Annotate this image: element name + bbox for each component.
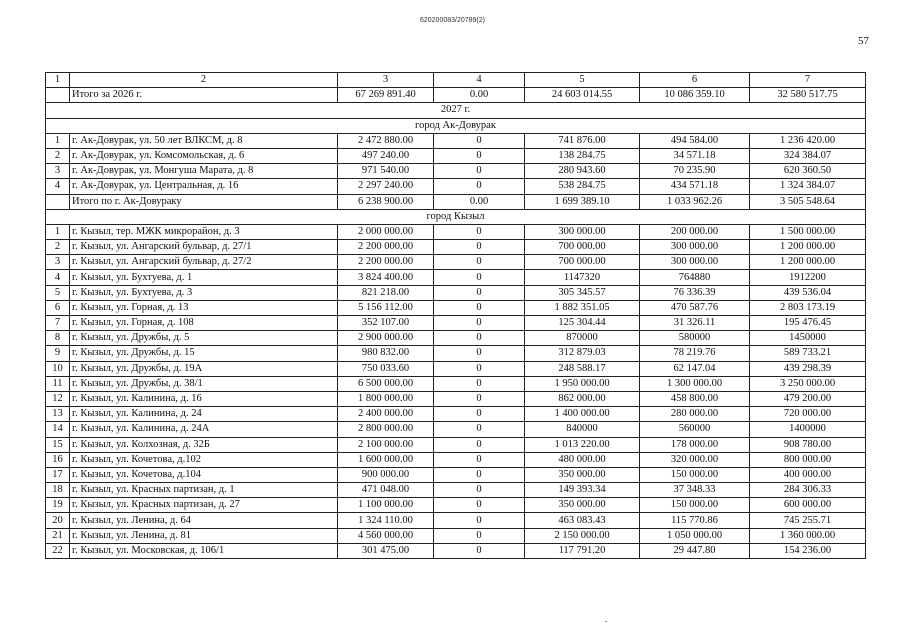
value-cell: 0 — [434, 346, 525, 361]
value-cell: 1 800 000.00 — [338, 391, 434, 406]
value-cell: 320 000.00 — [640, 452, 750, 467]
address-cell: г. Ак-Довурак, ул. Комсомольская, д. 6 — [70, 148, 338, 163]
value-cell: 980 832.00 — [338, 346, 434, 361]
address-cell: г. Кызыл, ул. Красных партизан, д. 27 — [70, 498, 338, 513]
value-cell: 284 306.33 — [750, 483, 866, 498]
value-cell: 34 571.18 — [640, 148, 750, 163]
value-cell: 10 086 359.10 — [640, 88, 750, 103]
value-cell: 0 — [434, 164, 525, 179]
value-cell: 78 219.76 — [640, 346, 750, 361]
city-heading: город Ак-Довурак — [46, 118, 866, 133]
table-row — [46, 498, 866, 513]
value-cell: 0 — [434, 483, 525, 498]
address-cell: г. Ак-Довурак, ул. 50 лет ВЛКСМ, д. 8 — [70, 133, 338, 148]
value-cell: 0 — [434, 407, 525, 422]
value-cell: 458 800.00 — [640, 391, 750, 406]
value-cell: 764880 — [640, 270, 750, 285]
address-cell: г. Кызыл, ул. Ангарский бульвар, д. 27/2 — [70, 255, 338, 270]
address-cell: г. Кызыл, ул. Горная, д. 13 — [70, 300, 338, 315]
value-cell: 1 033 962.26 — [640, 194, 750, 209]
value-cell: 439 536.04 — [750, 285, 866, 300]
value-cell: 434 571.18 — [640, 179, 750, 194]
value-cell: 0 — [434, 498, 525, 513]
row-number-cell: 3 — [46, 164, 70, 179]
value-cell: 301 475.00 — [338, 543, 434, 558]
total-label: Итого по г. Ак-Довураку — [70, 194, 338, 209]
row-number-cell: 3 — [46, 255, 70, 270]
value-cell: 5 156 112.00 — [338, 300, 434, 315]
row-number-cell: 7 — [46, 316, 70, 331]
row-number-cell: 4 — [46, 270, 70, 285]
row-number-cell: 12 — [46, 391, 70, 406]
value-cell: 700 000.00 — [525, 240, 640, 255]
value-cell: 0 — [434, 391, 525, 406]
value-cell: 0 — [434, 543, 525, 558]
year-heading-row — [46, 103, 866, 118]
table-row — [46, 331, 866, 346]
value-cell: 0 — [434, 240, 525, 255]
table-row — [46, 285, 866, 300]
value-cell: 0 — [434, 285, 525, 300]
table-row — [46, 300, 866, 315]
value-cell: 1 950 000.00 — [525, 376, 640, 391]
value-cell: 6 238 900.00 — [338, 194, 434, 209]
value-cell: 0 — [434, 255, 525, 270]
value-cell: 0 — [434, 148, 525, 163]
row-number-cell: 22 — [46, 543, 70, 558]
value-cell: 1 200 000.00 — [750, 255, 866, 270]
value-cell: 0 — [434, 316, 525, 331]
value-cell: 463 083.43 — [525, 513, 640, 528]
address-cell: г. Кызыл, ул. Ангарский бульвар, д. 27/1 — [70, 240, 338, 255]
address-cell: г. Кызыл, ул. Калинина, д. 16 — [70, 391, 338, 406]
address-cell: г. Кызыл, ул. Калинина, д. 24 — [70, 407, 338, 422]
value-cell: 1147320 — [525, 270, 640, 285]
value-cell: 138 284.75 — [525, 148, 640, 163]
row-number-cell: 21 — [46, 528, 70, 543]
value-cell: 1 013 220.00 — [525, 437, 640, 452]
value-cell: 280 943.60 — [525, 164, 640, 179]
value-cell: 24 603 014.55 — [525, 88, 640, 103]
address-cell: г. Кызыл, ул. Горная, д. 108 — [70, 316, 338, 331]
value-cell: 1 300 000.00 — [640, 376, 750, 391]
value-cell: 471 048.00 — [338, 483, 434, 498]
value-cell: 0 — [434, 133, 525, 148]
value-cell: 1 236 420.00 — [750, 133, 866, 148]
value-cell: 280 000.00 — [640, 407, 750, 422]
row-number-cell: 19 — [46, 498, 70, 513]
value-cell: 305 345.57 — [525, 285, 640, 300]
col-number: 6 — [640, 73, 750, 88]
value-cell: 0 — [434, 270, 525, 285]
value-cell: 0 — [434, 437, 525, 452]
value-cell: 908 780.00 — [750, 437, 866, 452]
table-row — [46, 179, 866, 194]
value-cell: 479 200.00 — [750, 391, 866, 406]
document-id: 620200083/20789(2) — [419, 17, 485, 24]
value-cell: 1 324 110.00 — [338, 513, 434, 528]
col-number: 1 — [46, 73, 70, 88]
scan-mark — [605, 621, 607, 622]
value-cell: 2 900 000.00 — [338, 331, 434, 346]
value-cell: 0 — [434, 513, 525, 528]
table-row — [46, 528, 866, 543]
row-number-cell: 9 — [46, 346, 70, 361]
value-cell: 150 000.00 — [640, 467, 750, 482]
value-cell: 0 — [434, 361, 525, 376]
value-cell: 125 304.44 — [525, 316, 640, 331]
value-cell: 1450000 — [750, 331, 866, 346]
table-row — [46, 224, 866, 239]
value-cell: 1912200 — [750, 270, 866, 285]
row-number-cell — [46, 194, 70, 209]
table-row — [46, 376, 866, 391]
value-cell: 350 000.00 — [525, 498, 640, 513]
value-cell: 248 588.17 — [525, 361, 640, 376]
table-row — [46, 483, 866, 498]
table-row — [46, 422, 866, 437]
row-number-cell: 17 — [46, 467, 70, 482]
value-cell: 0 — [434, 452, 525, 467]
value-cell: 480 000.00 — [525, 452, 640, 467]
row-number-cell: 10 — [46, 361, 70, 376]
value-cell: 300 000.00 — [640, 240, 750, 255]
value-cell: 1 500 000.00 — [750, 224, 866, 239]
value-cell: 115 770.86 — [640, 513, 750, 528]
value-cell: 2 400 000.00 — [338, 407, 434, 422]
table-row — [46, 361, 866, 376]
row-number-cell: 14 — [46, 422, 70, 437]
value-cell: 800 000.00 — [750, 452, 866, 467]
col-number: 4 — [434, 73, 525, 88]
address-cell: г. Кызыл, ул. Кочетова, д.102 — [70, 452, 338, 467]
value-cell: 497 240.00 — [338, 148, 434, 163]
value-cell: 178 000.00 — [640, 437, 750, 452]
address-cell: г. Кызыл, ул. Дружбы, д. 38/1 — [70, 376, 338, 391]
value-cell: 870000 — [525, 331, 640, 346]
total-2026-row — [46, 88, 866, 103]
value-cell: 1 699 389.10 — [525, 194, 640, 209]
value-cell: 745 255.71 — [750, 513, 866, 528]
value-cell: 312 879.03 — [525, 346, 640, 361]
city-heading: город Кызыл — [46, 209, 866, 224]
value-cell: 1 200 000.00 — [750, 240, 866, 255]
value-cell: 720 000.00 — [750, 407, 866, 422]
address-cell: г. Кызыл, ул. Ленина, д. 64 — [70, 513, 338, 528]
page-number: 57 — [858, 35, 869, 47]
table-row — [46, 270, 866, 285]
value-cell: 741 876.00 — [525, 133, 640, 148]
value-cell: 439 298.39 — [750, 361, 866, 376]
value-cell: 1 050 000.00 — [640, 528, 750, 543]
address-cell: г. Кызыл, ул. Дружбы, д. 15 — [70, 346, 338, 361]
value-cell: 560000 — [640, 422, 750, 437]
row-number-cell: 6 — [46, 300, 70, 315]
value-cell: 470 587.76 — [640, 300, 750, 315]
row-number-cell: 20 — [46, 513, 70, 528]
table-row — [46, 513, 866, 528]
address-cell: г. Кызыл, тер. МЖК микрорайон, д. 3 — [70, 224, 338, 239]
address-cell: г. Кызыл, ул. Дружбы, д. 19А — [70, 361, 338, 376]
value-cell: 700 000.00 — [525, 255, 640, 270]
value-cell: 2 000 000.00 — [338, 224, 434, 239]
row-number-cell — [46, 88, 70, 103]
value-cell: 324 384.07 — [750, 148, 866, 163]
value-cell: 29 447.80 — [640, 543, 750, 558]
value-cell: 67 269 891.40 — [338, 88, 434, 103]
value-cell: 620 360.50 — [750, 164, 866, 179]
city-total-row — [46, 194, 866, 209]
col-number: 3 — [338, 73, 434, 88]
value-cell: 3 824 400.00 — [338, 270, 434, 285]
address-cell: г. Кызыл, ул. Ленина, д. 81 — [70, 528, 338, 543]
value-cell: 0 — [434, 528, 525, 543]
value-cell: 2 100 000.00 — [338, 437, 434, 452]
value-cell: 750 033.60 — [338, 361, 434, 376]
address-cell: г. Ак-Довурак, ул. Центральная, д. 16 — [70, 179, 338, 194]
total-label: Итого за 2026 г. — [70, 88, 338, 103]
value-cell: 0 — [434, 467, 525, 482]
value-cell: 1400000 — [750, 422, 866, 437]
value-cell: 200 000.00 — [640, 224, 750, 239]
value-cell: 2 472 880.00 — [338, 133, 434, 148]
value-cell: 300 000.00 — [525, 224, 640, 239]
budget-table — [45, 72, 866, 559]
address-cell: г. Кызыл, ул. Кочетова, д.104 — [70, 467, 338, 482]
column-number-row — [46, 73, 866, 88]
value-cell: 400 000.00 — [750, 467, 866, 482]
table-row — [46, 255, 866, 270]
value-cell: 1 400 000.00 — [525, 407, 640, 422]
value-cell: 0 — [434, 376, 525, 391]
value-cell: 350 000.00 — [525, 467, 640, 482]
row-number-cell: 18 — [46, 483, 70, 498]
value-cell: 2 800 000.00 — [338, 422, 434, 437]
row-number-cell: 5 — [46, 285, 70, 300]
value-cell: 0.00 — [434, 88, 525, 103]
col-number: 2 — [70, 73, 338, 88]
address-cell: г. Кызыл, ул. Красных партизан, д. 1 — [70, 483, 338, 498]
value-cell: 6 500 000.00 — [338, 376, 434, 391]
value-cell: 150 000.00 — [640, 498, 750, 513]
value-cell: 821 218.00 — [338, 285, 434, 300]
value-cell: 494 584.00 — [640, 133, 750, 148]
value-cell: 3 250 000.00 — [750, 376, 866, 391]
value-cell: 862 000.00 — [525, 391, 640, 406]
row-number-cell: 2 — [46, 148, 70, 163]
table-row — [46, 452, 866, 467]
row-number-cell: 8 — [46, 331, 70, 346]
row-number-cell: 4 — [46, 179, 70, 194]
table-row — [46, 467, 866, 482]
value-cell: 580000 — [640, 331, 750, 346]
address-cell: г. Кызыл, ул. Калинина, д. 24А — [70, 422, 338, 437]
address-cell: г. Ак-Довурак, ул. Монгуша Марата, д. 8 — [70, 164, 338, 179]
value-cell: 352 107.00 — [338, 316, 434, 331]
table-row — [46, 316, 866, 331]
table-row — [46, 407, 866, 422]
table-row — [46, 240, 866, 255]
value-cell: 1 360 000.00 — [750, 528, 866, 543]
value-cell: 0 — [434, 179, 525, 194]
value-cell: 1 324 384.07 — [750, 179, 866, 194]
value-cell: 117 791.20 — [525, 543, 640, 558]
value-cell: 538 284.75 — [525, 179, 640, 194]
value-cell: 37 348.33 — [640, 483, 750, 498]
col-number: 5 — [525, 73, 640, 88]
row-number-cell: 1 — [46, 224, 70, 239]
row-number-cell: 16 — [46, 452, 70, 467]
year-heading: 2027 г. — [46, 103, 866, 118]
row-number-cell: 2 — [46, 240, 70, 255]
address-cell: г. Кызыл, ул. Бухтуева, д. 3 — [70, 285, 338, 300]
city-heading-row — [46, 118, 866, 133]
value-cell: 0 — [434, 422, 525, 437]
value-cell: 971 540.00 — [338, 164, 434, 179]
value-cell: 300 000.00 — [640, 255, 750, 270]
table-row — [46, 346, 866, 361]
table-row — [46, 148, 866, 163]
value-cell: 2 200 000.00 — [338, 240, 434, 255]
value-cell: 0 — [434, 224, 525, 239]
table-row — [46, 133, 866, 148]
value-cell: 154 236.00 — [750, 543, 866, 558]
value-cell: 1 882 351.05 — [525, 300, 640, 315]
value-cell: 1 100 000.00 — [338, 498, 434, 513]
value-cell: 4 560 000.00 — [338, 528, 434, 543]
address-cell: г. Кызыл, ул. Колхозная, д. 32Б — [70, 437, 338, 452]
col-number: 7 — [750, 73, 866, 88]
value-cell: 149 393.34 — [525, 483, 640, 498]
value-cell: 900 000.00 — [338, 467, 434, 482]
value-cell: 2 297 240.00 — [338, 179, 434, 194]
value-cell: 70 235.90 — [640, 164, 750, 179]
address-cell: г. Кызыл, ул. Бухтуева, д. 1 — [70, 270, 338, 285]
table-row — [46, 391, 866, 406]
value-cell: 2 150 000.00 — [525, 528, 640, 543]
value-cell: 3 505 548.64 — [750, 194, 866, 209]
value-cell: 2 200 000.00 — [338, 255, 434, 270]
value-cell: 195 476.45 — [750, 316, 866, 331]
row-number-cell: 13 — [46, 407, 70, 422]
value-cell: 31 326.11 — [640, 316, 750, 331]
row-number-cell: 15 — [46, 437, 70, 452]
value-cell: 1 600 000.00 — [338, 452, 434, 467]
value-cell: 62 147.04 — [640, 361, 750, 376]
value-cell: 589 733.21 — [750, 346, 866, 361]
address-cell: г. Кызыл, ул. Дружбы, д. 5 — [70, 331, 338, 346]
value-cell: 840000 — [525, 422, 640, 437]
value-cell: 600 000.00 — [750, 498, 866, 513]
row-number-cell: 11 — [46, 376, 70, 391]
value-cell: 0 — [434, 300, 525, 315]
row-number-cell: 1 — [46, 133, 70, 148]
table-row — [46, 437, 866, 452]
value-cell: 32 580 517.75 — [750, 88, 866, 103]
address-cell: г. Кызыл, ул. Московская, д. 106/1 — [70, 543, 338, 558]
value-cell: 0.00 — [434, 194, 525, 209]
table-row — [46, 164, 866, 179]
value-cell: 76 336.39 — [640, 285, 750, 300]
value-cell: 2 803 173.19 — [750, 300, 866, 315]
city-heading-row — [46, 209, 866, 224]
table-row — [46, 543, 866, 558]
value-cell: 0 — [434, 331, 525, 346]
